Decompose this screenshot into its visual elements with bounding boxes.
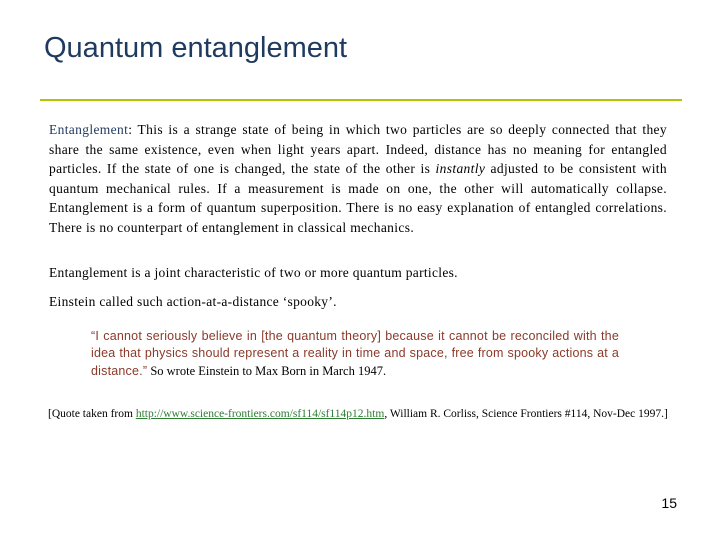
entanglement-definition-paragraph (49, 120, 667, 238)
slide-title: Quantum entanglement (44, 32, 348, 64)
title-divider (40, 99, 682, 101)
quote-attribution: So wrote Einstein to Max Born in March 1947. (147, 363, 387, 378)
source-link[interactable]: http://www.science-frontiers.com/sf114/sf114p12.htm (135, 408, 385, 420)
einstein-spooky-paragraph: Einstein called such action-at-a-distance ‘spooky’. (49, 294, 337, 309)
definition-text-2: adjusted to be consistent with quantum mechanical rules. If a measurement is made on one, the other will automatically collapse. Entanglement is a form of quantum superposition. There is no easy explanation of entangled correlations. There is no counterpart of entanglement in classical mechanics. (49, 161, 668, 235)
citation-suffix: , William R. Corliss, Science Frontiers #114, Nov-Dec 1997.] (384, 408, 668, 420)
quote-text: “I cannot seriously believe in [the quantum theory] because it cannot be reconciled with the idea that physics should represent a reality in time and space, free from spooky actions at a distance.” (91, 329, 619, 378)
source-citation (48, 407, 678, 422)
joint-characteristic-paragraph: Entanglement is a joint characteristic of two or more quantum particles. (49, 265, 458, 280)
emphasis-instantly: instantly (435, 161, 486, 177)
term-entanglement: Entanglement (49, 122, 129, 137)
definition-text-1: : This is a strange state of being in which two particles are so deeply connected that they share the same existence, even when light years apart. Indeed, distance has no meaning for entangled particles. If the state of one is changed, the state of the other is (49, 122, 667, 177)
citation-prefix: [Quote taken from (48, 408, 136, 420)
page-number: 15 (661, 495, 677, 511)
einstein-quote (91, 328, 619, 380)
